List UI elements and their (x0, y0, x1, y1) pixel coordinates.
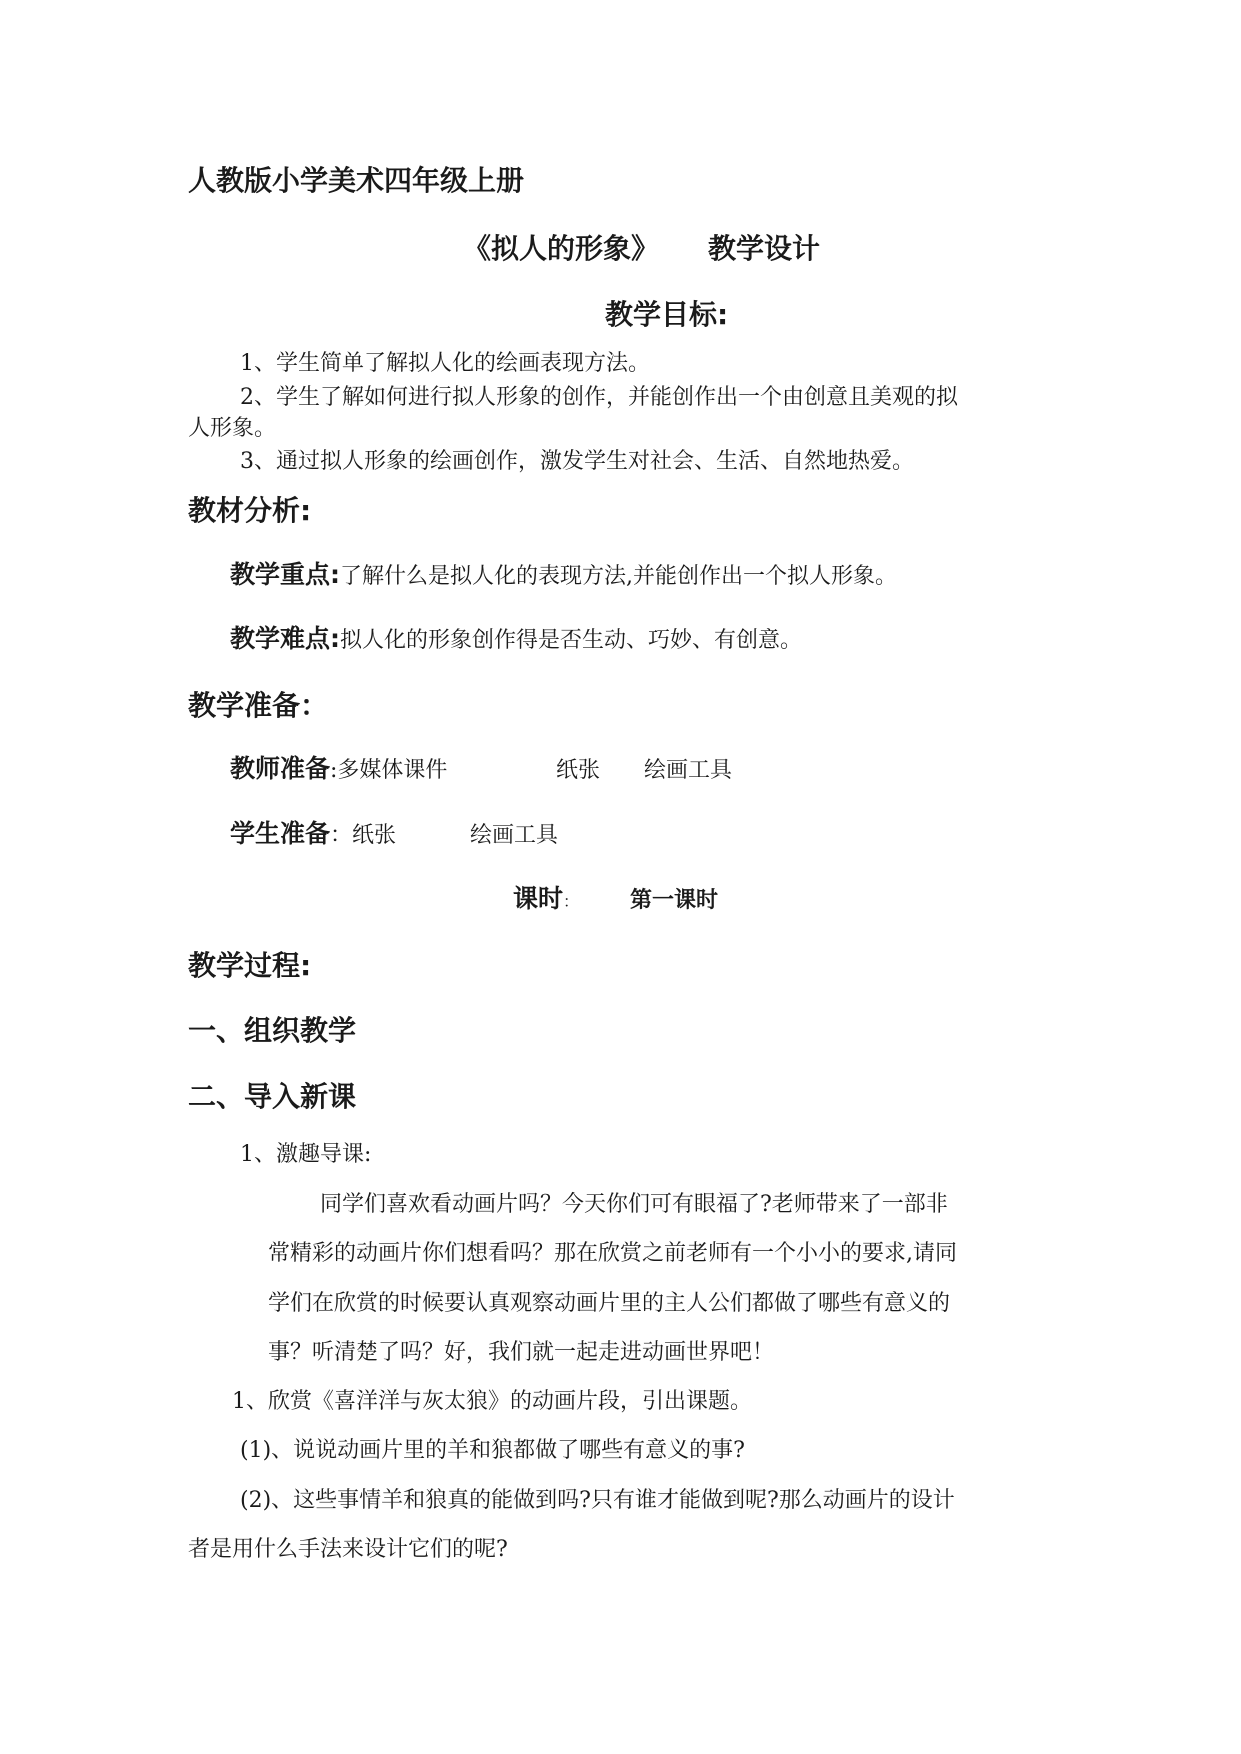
teacher-prep-label: 教师准备 (230, 754, 331, 783)
student-prep-item: ：纸张 (330, 823, 397, 848)
difficulty-text: 拟人化的形象创作得是否生动、巧妙、有创意。 (340, 628, 803, 653)
goal-item: 人形象。 (188, 416, 277, 441)
student-prep-label: 学生准备 (230, 819, 331, 848)
student-prep-item: 绘画工具 (470, 823, 559, 848)
question-item: (2)、这些事情羊和狼真的能做到吗?只有谁才能做到呢?那么动画片的设计 (240, 1488, 955, 1513)
period-label: 课时 (513, 884, 564, 913)
intro-label: 1、激趣导课: (240, 1142, 372, 1167)
lesson-subtitle: 教学设计 (708, 232, 821, 265)
key-point-line (230, 560, 897, 592)
period-value: 第一课时 (630, 888, 719, 913)
period-colon: ： (563, 892, 580, 911)
section-heading: 二、导入新课 (188, 1080, 357, 1113)
process-heading: 教学过程: (188, 949, 312, 982)
goal-item: 1、学生简单了解拟人化的绘画表现方法。 (240, 351, 650, 376)
series-title: 人教版小学美术四年级上册 (188, 164, 525, 197)
question-item: 者是用什么手法来设计它们的呢? (188, 1537, 508, 1562)
key-point-label: 教学重点: (230, 560, 340, 589)
appreciate-line: 1、欣赏《喜洋洋与灰太狼》的动画片段，引出课题。 (232, 1389, 752, 1414)
intro-paragraph-line: 常精彩的动画片你们想看吗？那在欣赏之前老师有一个小小的要求,请同 (268, 1241, 957, 1266)
intro-paragraph-line: 学们在欣赏的时候要认真观察动画片里的主人公们都做了哪些有意义的 (268, 1291, 951, 1316)
difficulty-label: 教学难点: (230, 624, 340, 653)
teacher-prep-line (230, 754, 447, 786)
intro-paragraph-line: 事？听清楚了吗？好，我们就一起走进动画世界吧！ (268, 1340, 775, 1365)
teacher-prep-item: 纸张 (556, 758, 601, 783)
intro-paragraph-line: 同学们喜欢看动画片吗？今天你们可有眼福了?老师带来了一部非 (320, 1192, 948, 1217)
prep-heading: 教学准备： (188, 689, 329, 722)
teacher-prep-item: 绘画工具 (644, 758, 733, 783)
key-point-text: 了解什么是拟人化的表现方法,并能创作出一个拟人形象。 (340, 564, 897, 589)
difficulty-line (230, 624, 802, 656)
goal-item: 3、通过拟人形象的绘画创作，激发学生对社会、生活、自然地热爱。 (240, 449, 914, 474)
period-line (513, 884, 579, 917)
analysis-heading: 教材分析: (188, 494, 312, 527)
lesson-title: 《拟人的形象》 (463, 232, 660, 265)
teacher-prep-item: :多媒体课件 (330, 758, 448, 783)
goals-heading: 教学目标: (605, 298, 729, 331)
question-item: (1)、说说动画片里的羊和狼都做了哪些有意义的事? (240, 1438, 745, 1463)
section-heading: 一、组织教学 (188, 1014, 357, 1047)
student-prep-line (230, 819, 396, 851)
goal-item: 2、学生了解如何进行拟人形象的创作，并能创作出一个由创意且美观的拟 (240, 385, 958, 410)
